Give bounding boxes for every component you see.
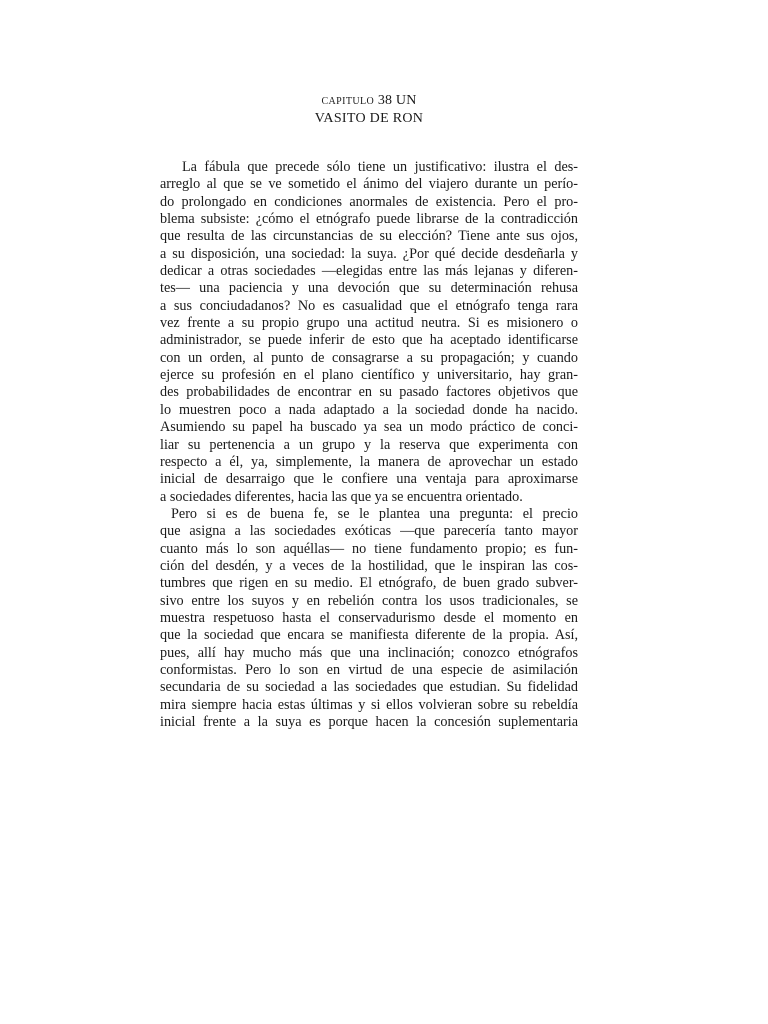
text-line: vez frente a su propio grupo una actitud neutra. Si es misionero o [160,315,578,332]
text-line: ción del desdén, y a veces de la hostilidad, que le inspiran las cos- [160,557,578,574]
text-line: a sociedades diferentes, hacia las que ya se encuentra orientado. [160,488,523,505]
text-line: dedicar a otras sociedades —elegidas entre las más lejanas y diferen- [160,263,578,280]
chapter-label: CAPITULO [321,96,375,107]
text-line: sivo entre los suyos y en rebelión contra los usos tradicionales, se [160,592,578,609]
text-line: que asigna a las sociedades exóticas —que parecería tanto mayor [160,523,578,540]
text-line: lo muestren poco a nada adaptado a la sociedad donde ha nacido. [160,401,578,418]
text-line: conformistas. Pero lo son en virtud de una especie de asimilación [160,661,578,678]
text-line: que la sociedad que encara se manifiesta diferente de la propia. Así, [160,627,578,644]
text-line: blema subsiste: ¿cómo el etnógrafo puede librarse de la contradicción [160,211,578,228]
text-line: tes— una paciencia y una devoción que su determinación rehusa [160,280,578,297]
text-line: secundaria de su sociedad a las sociedades que estudian. Su fidelidad [160,679,578,696]
chapter-header [160,92,578,127]
text-line: des probabilidades de encontrar en su pasado factores objetivos que [160,384,578,401]
text-line: Pero si es de buena fe, se le plantea una pregunta: el precio [171,505,578,522]
text-line: a sus conciudadanos? No es casualidad que el etnógrafo tenga rara [160,297,578,314]
book-page [160,92,578,731]
text-line: a su disposición, una sociedad: la suya. ¿Por qué decide desdeñarla y [160,245,578,262]
chapter-number-value: 38 UN [377,93,417,108]
text-line: arreglo al que se ve sometido el ánimo del viajero durante un perío- [160,176,578,193]
text-line: Asumiendo su papel ha buscado ya sea un modo práctico de conci- [160,419,578,436]
chapter-number [160,92,578,110]
body-text [160,159,578,731]
chapter-title: VASITO DE RON [314,111,424,126]
text-line: inicial de desarraigo que le confiere una ventaja para aproximarse [160,471,578,488]
text-line: ejerce su profesión en el plano científico y universitario, hay gran- [160,367,578,384]
text-line: pues, allí hay mucho más que una inclinación; conozco etnógrafos [160,644,578,661]
text-line: do prolongado en condiciones anormales de existencia. Pero el pro- [160,193,578,210]
text-line: que resulta de las circunstancias de su elección? Tiene ante sus ojos, [160,228,578,245]
text-line: tumbres que rigen en su medio. El etnógrafo, de buen grado subver- [160,575,578,592]
text-line: muestra respetuoso hasta el conservadurismo desde el momento en [160,609,578,626]
text-line: respecto a él, ya, simplemente, la manera de aprovechar un estado [160,453,578,470]
text-line: liar su pertenencia a un grupo y la reserva que experimenta con [160,436,578,453]
text-line: administrador, se puede inferir de esto que ha aceptado identificarse [160,332,578,349]
text-line: mira siempre hacia estas últimas y si ellos volvieran sobre su rebeldía [160,696,578,713]
text-line: inicial frente a la suya es porque hacen la concesión suplementaria [160,714,578,730]
text-line: La fábula que precede sólo tiene un justificativo: ilustra el des- [182,159,578,175]
text-line: cuanto más lo son aquéllas— no tiene fundamento propio; es fun- [160,540,578,557]
text-line: con un orden, al punto de consagrarse a su propagación; y cuando [160,349,578,366]
